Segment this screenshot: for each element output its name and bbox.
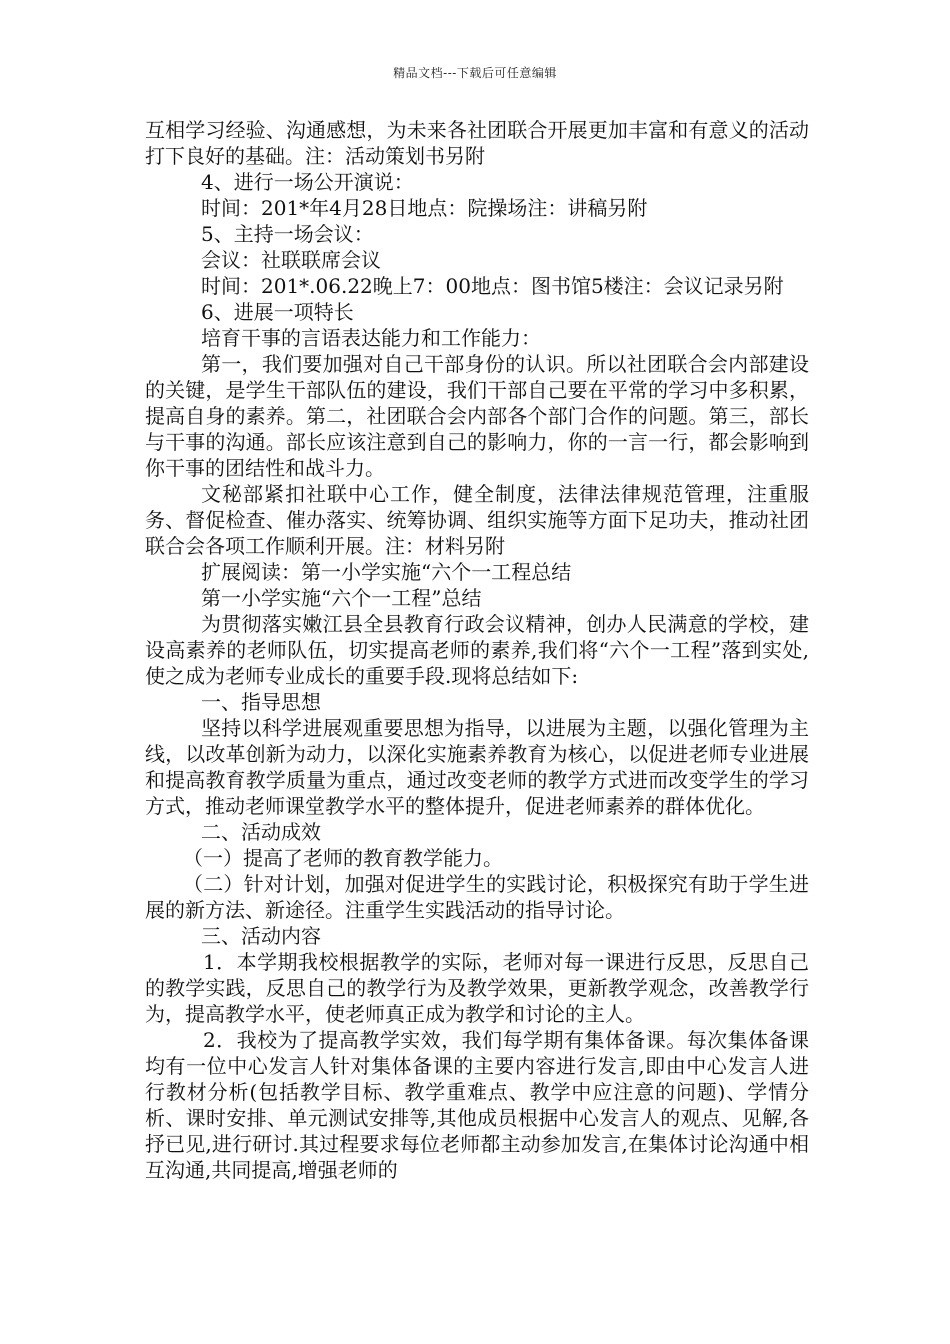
paragraph: 培育干事的言语表达能力和工作能力：: [201, 326, 541, 350]
section-heading: 二、活动成效: [201, 820, 321, 844]
paragraph: 会议：社联联席会议: [201, 248, 381, 272]
section-title: 第一小学实施“六个一工程”总结: [201, 586, 482, 610]
paragraph: 为贯彻落实嫩江县全县教育行政会议精神，创办人民满意的学校，建设高素养的老师队伍，切实提高老师的素养,我们将“六个一工程”落到实处,使之成为老师专业成长的重要手段.现将总结如下:: [145, 612, 809, 688]
list-item: 2．我校为了提高教学实效，我们每学期有集体备课。每次集体备课均有一位中心发言人针对集体备课的主要内容进行发言,即由中心发言人进行教材分析(包括教学目标、教学重难点、教学中应注意的问题)、学情分析、课时安排、单元测试安排等,其他成员根据中心发言人的观点、见解,各抒已见,进行研讨.其过程要求每位老师都主动参加发言,在集体讨论沟通中相互沟通,共同提高,增强老师的: [145, 1028, 809, 1182]
section-item: 6、进展一项特长: [201, 300, 354, 324]
section-heading: 一、指导思想: [201, 690, 321, 714]
section-item: 4、进行一场公开演说：: [201, 170, 414, 194]
list-item: 1．本学期我校根据教学的实际，老师对每一课进行反思，反思自己的教学实践，反思自己的教学行为及教学效果，更新教学观念，改善教学行为，提高教学水平，使老师真正成为教学和讨论的主人。: [145, 950, 809, 1026]
paragraph: 扩展阅读：第一小学实施“六个一工程总结: [201, 560, 572, 584]
section-heading: 三、活动内容: [201, 924, 321, 948]
paragraph: 第一，我们要加强对自己干部身份的认识。所以社团联合会内部建设的关键，是学生干部队伍的建设，我们干部自己要在平常的学习中多积累，提高自身的素养。第二，社团联合会内部各个部门合作的问题。第三，部长与干事的沟通。部长应该注意到自己的影响力，你的一言一行，都会影响到你干事的团结性和战斗力。: [145, 352, 809, 480]
section-item: 5、主持一场会议：: [201, 222, 374, 246]
paragraph: 时间：201*年4月28日地点：院操场注：讲稿另附: [201, 196, 648, 220]
paragraph: 时间：201*.06.22晚上7：00地点：图书馆5楼注：会议记录另附: [201, 274, 784, 298]
page-header: 精品文档---下载后可任意编辑: [393, 66, 557, 80]
list-item: （一）提高了老师的教育教学能力。: [183, 846, 503, 870]
document-body: [145, 117, 809, 1183]
paragraph: 坚持以科学进展观重要思想为指导，以进展为主题，以强化管理为主线，以改革创新为动力，以深化实施素养教育为核心，以促进老师专业进展和提高教育教学质量为重点，通过改变老师的教学方式进而改变学生的学习方式，推动老师课堂教学水平的整体提升，促进老师素养的群体优化。: [145, 716, 809, 818]
paragraph: 互相学习经验、沟通感想，为未来各社团联合开展更加丰富和有意义的活动打下良好的基础。注：活动策划书另附: [145, 118, 809, 168]
paragraph: 文秘部紧扣社联中心工作，健全制度，法律法律规范管理，注重服务、督促检查、催办落实、统筹协调、组织实施等方面下足功夫，推动社团联合会各项工作顺利开展。注：材料另附: [145, 482, 809, 558]
list-item: （二）针对计划，加强对促进学生的实践讨论，积极探究有助于学生进展的新方法、新途径。注重学生实践活动的指导讨论。: [145, 872, 809, 922]
